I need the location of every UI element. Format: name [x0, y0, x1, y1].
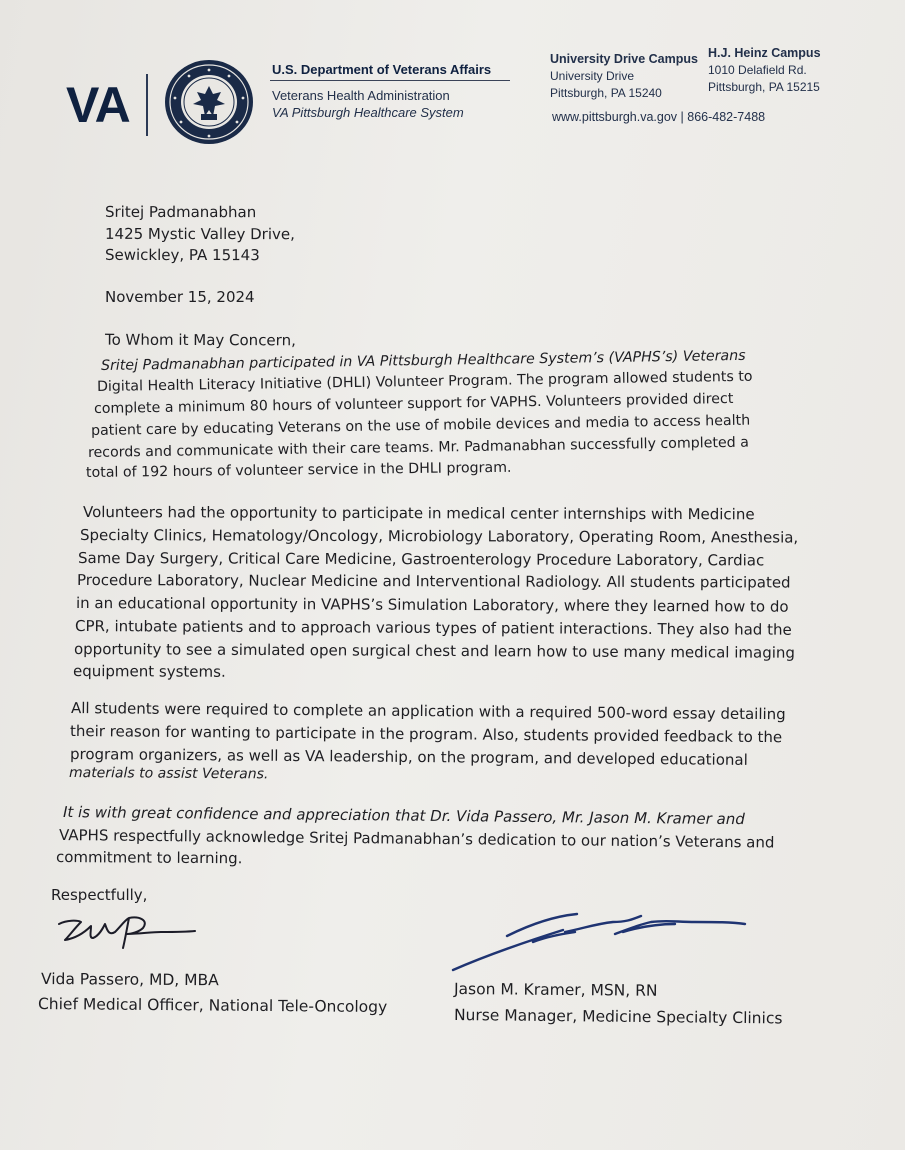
recipient-street: 1425 Mystic Valley Drive,	[104, 224, 295, 244]
paragraph-2-line: Volunteers had the opportunity to participate in medical center internships with Medicine	[82, 503, 755, 524]
paragraph-4-line: VAPHS respectfully acknowledge Sritej Padmanabhan’s dedication to our nation’s Veterans and	[58, 826, 775, 852]
paragraph-2-line: CPR, intubate patients and to approach various types of patient interactions. They also had the	[74, 617, 792, 639]
paragraph-1-line: Sritej Padmanabhan participated in VA Pittsburgh Healthcare System’s (VAPHS’s) Veterans	[100, 347, 746, 374]
signatory-2-title: Nurse Manager, Medicine Specialty Clinics	[453, 1006, 783, 1028]
department-name: U.S. Department of Veterans Affairs	[272, 62, 492, 77]
campus-name: University Drive Campus	[550, 52, 698, 66]
va-logo: VA	[66, 77, 130, 133]
administration-name: Veterans Health Administration	[272, 88, 450, 103]
paragraph-4-line: commitment to learning.	[55, 848, 243, 868]
paragraph-2-line: opportunity to see a simulated open surgical chest and learn how to use many medical imaging	[73, 640, 795, 662]
recipient-name: Sritej Padmanabhan	[104, 202, 257, 222]
signatory-2-name: Jason M. Kramer, MSN, RN	[453, 980, 658, 1000]
website-phone: www.pittsburgh.va.gov | 866-482-7488	[552, 110, 766, 124]
paragraph-2-line: equipment systems.	[72, 662, 226, 681]
paragraph-4-line	[63, 803, 745, 828]
recipient-city: Sewickley, PA 15143	[104, 245, 260, 265]
system-name: VA Pittsburgh Healthcare System	[272, 105, 464, 120]
letter-date: November 15, 2024	[105, 288, 255, 306]
paragraph-2-line: Procedure Laboratory, Nuclear Medicine and Interventional Radiology. All students participated	[76, 571, 791, 592]
closing: Respectfully,	[51, 886, 148, 904]
paragraph-2-line: Specialty Clinics, Hematology/Oncology, Microbiology Laboratory, Operating Room, Anesthesia,	[79, 526, 799, 547]
paragraph-3-line: All students were required to complete an application with a required 500-word essay detailing	[70, 699, 786, 724]
department-rule	[270, 80, 510, 81]
paragraph-2-line: Same Day Surgery, Critical Care Medicine, Gastroenterology Procedure Laboratory, Cardiac	[77, 549, 765, 570]
paragraph-1-line: Digital Health Literacy Initiative (DHLI) Volunteer Program. The program allowed students to	[96, 368, 753, 395]
campus-name: H.J. Heinz Campus	[708, 46, 821, 60]
logo-divider	[146, 74, 148, 136]
paragraph-4-line: It is with great confidence and appreciation that Dr. Vida Passero, Mr. Jason M. Kramer and	[62, 803, 745, 829]
campus-address-city: Pittsburgh, PA 15215	[708, 80, 820, 94]
paragraph-1-line: total of 192 hours of volunteer service in the DHLI program.	[85, 459, 512, 481]
campus-address-line: University Drive	[550, 69, 635, 83]
salutation: To Whom it May Concern,	[104, 330, 296, 350]
va-seal-icon	[163, 58, 255, 146]
campus-address-line: 1010 Delafield Rd.	[708, 63, 807, 77]
university-drive-campus	[550, 51, 698, 102]
heinz-campus	[708, 45, 821, 96]
paragraph-3-line: materials to assist Veterans.	[68, 765, 269, 783]
signatory-1-title: Chief Medical Officer, National Tele-Oncology	[37, 995, 388, 1017]
paragraph-1-line: complete a minimum 80 hours of volunteer support for VAPHS. Volunteers provided direct	[93, 390, 734, 417]
paragraph-1-line: patient care by educating Veterans on the use of mobile devices and media to access health	[90, 412, 751, 439]
paragraph-1-line: records and communicate with their care teams. Mr. Padmanabhan successfully completed a	[87, 434, 750, 461]
campus-address-city: Pittsburgh, PA 15240	[550, 86, 662, 100]
paragraph-3-line: program organizers, as well as VA leadership, on the program, and developed educational	[69, 745, 748, 769]
signatory-1-name: Vida Passero, MD, MBA	[40, 970, 219, 990]
passero-signature-icon	[55, 912, 200, 952]
paragraph-3-line: their reason for wanting to participate in the program. Also, students provided feedback to the	[69, 722, 783, 747]
kramer-signature-icon	[445, 908, 750, 974]
paragraph-2-line: in an educational opportunity in VAPHS’s Simulation Laboratory, where they learned how to do	[75, 594, 789, 616]
